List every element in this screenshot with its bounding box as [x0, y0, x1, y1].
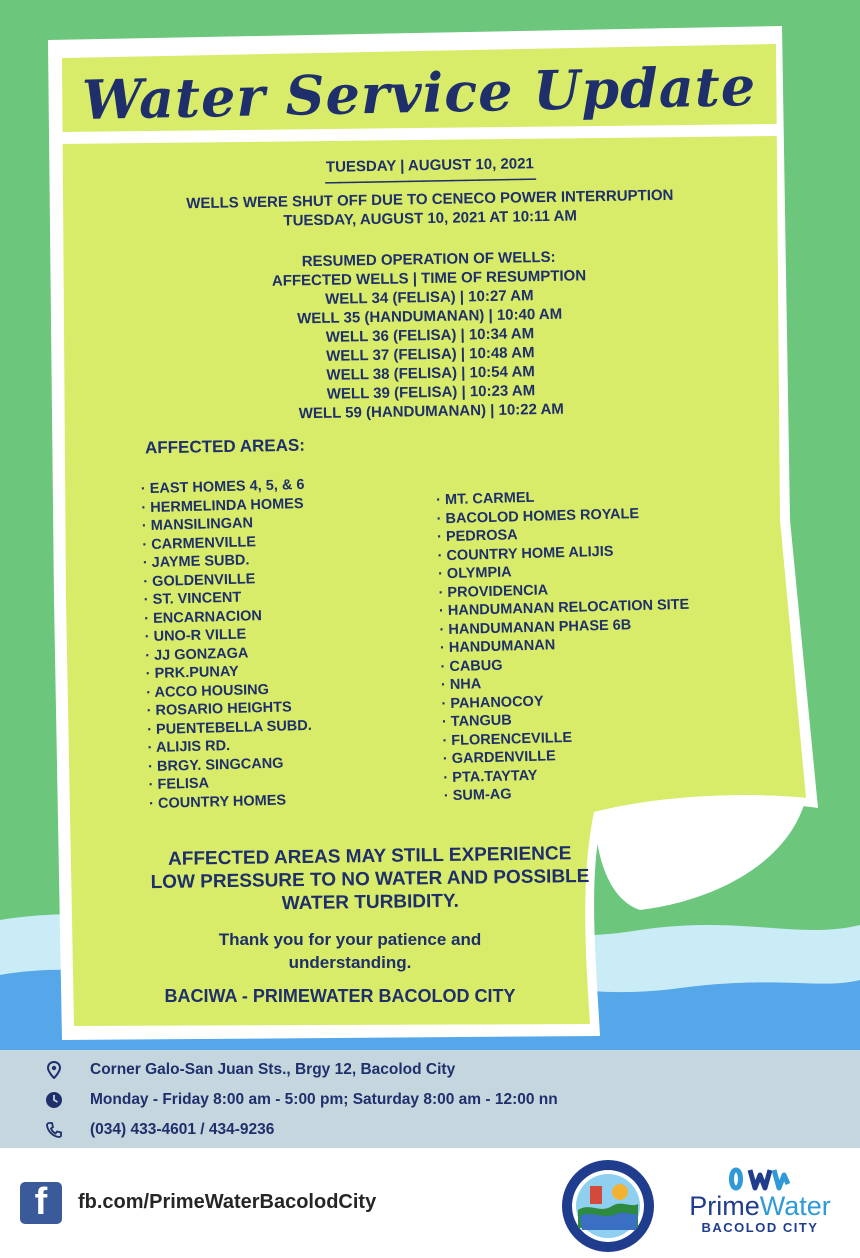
title-band [62, 48, 777, 138]
hours-row [40, 1090, 558, 1110]
well-item: WELL 36 (FELISA) | 10:34 AM [325, 325, 535, 346]
primewater-name [670, 1192, 850, 1220]
list-item: · HANDUMANAN PHASE 6B [439, 614, 690, 639]
location-pin-icon [40, 1060, 68, 1080]
list-item: · FLORENCEVILLE [442, 725, 693, 750]
areas-list-right [436, 485, 694, 806]
primewater-city: BACOLOD CITY [701, 1220, 819, 1235]
list-item: · COUNTRY HOMES [149, 790, 314, 813]
contact-band [0, 1050, 860, 1148]
list-item: · PUENTEBELLA SUBD. [147, 716, 312, 739]
list-item: · MANSILINGAN [142, 513, 307, 536]
signature: BACIWA - PRIMEWATER BACOLOD CITY [164, 986, 516, 1006]
hours-text: Monday - Friday 8:00 am - 5:00 pm; Saturday 8:00 am - 12:00 nn [90, 1091, 558, 1108]
list-item: · PRK.PUNAY [146, 661, 311, 684]
list-item: · GARDENVILLE [443, 744, 694, 769]
address-row [40, 1060, 455, 1080]
list-item: · HANDUMANAN [440, 633, 691, 658]
list-item: · JJ GONZAGA [145, 642, 310, 665]
list-item: · ST. VINCENT [144, 587, 309, 610]
date-line: TUESDAY | AUGUST 10, 2021 [325, 155, 534, 176]
list-item: · PEDROSA [437, 522, 688, 547]
footer [0, 1148, 860, 1258]
list-item: · ROSARIO HEIGHTS [146, 698, 311, 721]
pressure-notice [80, 841, 661, 918]
notice-line: AFFECTED AREAS MAY STILL EXPERIENCE [167, 843, 572, 870]
logo-name-water: Water [759, 1191, 831, 1221]
primewater-logo [670, 1166, 850, 1246]
list-item: · OLYMPIA [438, 559, 689, 584]
well-item: WELL 39 (FELISA) | 10:23 AM [326, 382, 536, 403]
phone-row [40, 1120, 274, 1140]
notice-line: LOW PRESSURE TO NO WATER AND POSSIBLE [150, 865, 590, 894]
list-item: · MT. CARMEL [436, 485, 687, 510]
list-item: · GOLDENVILLE [143, 568, 308, 591]
well-item: WELL 35 (HANDUMANAN) | 10:40 AM [297, 305, 563, 328]
phone-text: (034) 433-4601 / 434-9236 [90, 1121, 275, 1138]
well-item: WELL 34 (FELISA) | 10:27 AM [325, 287, 534, 308]
list-item: · ALIJIS RD. [147, 735, 312, 758]
list-item: · BRGY. SINGCANG [148, 753, 313, 776]
list-item: · NHA [441, 670, 692, 695]
affected-areas-title: AFFECTED AREAS: [144, 435, 306, 458]
list-item: · FELISA [148, 772, 313, 795]
shutoff-time: TUESDAY, AUGUST 10, 2021 AT 10:11 AM [283, 207, 578, 230]
page-title: Water Service Update [81, 53, 758, 133]
list-item: · COUNTRY HOME ALIJIS [437, 540, 688, 565]
list-item: · BACOLOD HOMES ROYALE [436, 503, 687, 528]
list-item: · CABUG [440, 651, 691, 676]
resumed-section [109, 244, 752, 426]
facebook-icon[interactable]: f [20, 1182, 62, 1224]
list-item: · ACCO HOUSING [146, 679, 311, 702]
thanks-line: understanding. [288, 953, 412, 972]
list-item: · PROVIDENCIA [438, 577, 689, 602]
well-item: WELL 38 (FELISA) | 10:54 AM [326, 363, 535, 384]
well-item: WELL 37 (FELISA) | 10:48 AM [325, 344, 535, 365]
primewater-mark-icon [728, 1166, 792, 1192]
list-item: · PTA.TAYTAY [443, 762, 694, 787]
list-item: · UNO-R VILLE [145, 624, 310, 647]
shutoff-reason: WELLS WERE SHUT OFF DUE TO CENECO POWER INTERRUPTION [186, 186, 674, 213]
list-item: · PAHANOCOY [441, 688, 692, 713]
list-item: · EAST HOMES 4, 5, & 6 [141, 476, 306, 499]
list-item: · ENCARNACION [144, 605, 309, 628]
list-item: · HERMELINDA HOMES [141, 494, 306, 517]
notice-line: WATER TURBIDITY. [281, 890, 459, 915]
list-item: · SUM-AG [444, 781, 695, 806]
address-text: Corner Galo-San Juan Sts., Brgy 12, Bacolod City [90, 1061, 456, 1078]
resumed-heading: RESUMED OPERATION OF WELLS: [301, 248, 556, 271]
bacolod-water-district-seal [560, 1158, 656, 1254]
resumed-subheading: AFFECTED WELLS | TIME OF RESUMPTION [271, 267, 587, 290]
list-item: · CARMENVILLE [142, 531, 307, 554]
facebook-link[interactable]: fb.com/PrimeWaterBacolodCity [78, 1191, 377, 1213]
clock-icon [40, 1090, 68, 1110]
list-item: · HANDUMANAN RELOCATION SITE [439, 596, 690, 621]
phone-icon [40, 1120, 68, 1140]
logo-name-prime: Prime [689, 1191, 760, 1221]
thank-you-message [150, 928, 550, 974]
thanks-line: Thank you for your patience and [218, 930, 482, 949]
areas-list-left [141, 476, 314, 813]
list-item: · JAYME SUBD. [143, 550, 308, 573]
well-item: WELL 59 (HANDUMANAN) | 10:22 AM [298, 400, 564, 423]
list-item: · TANGUB [442, 707, 693, 732]
divider: ——————————————— [325, 170, 536, 191]
